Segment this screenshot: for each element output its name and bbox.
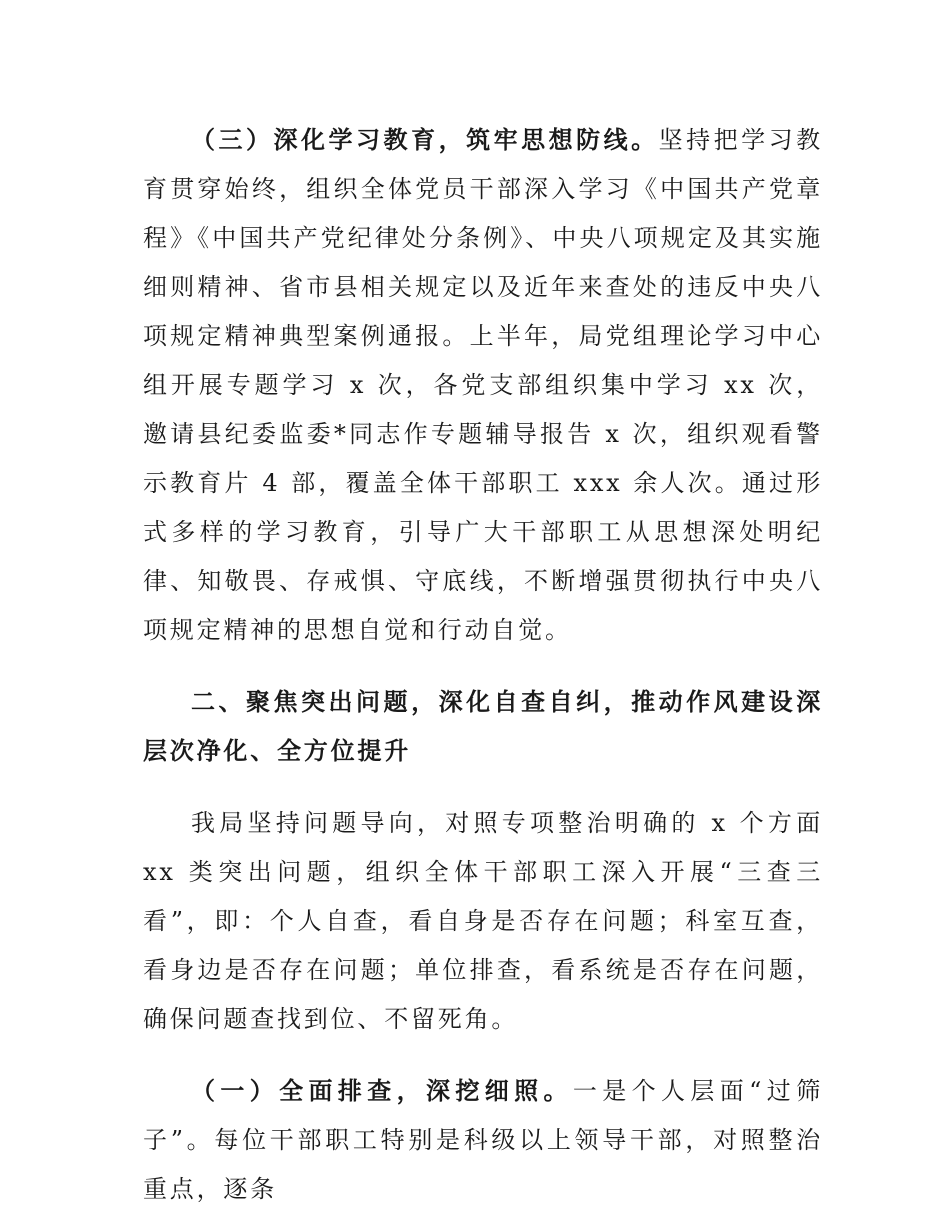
paragraph-section-1 — [143, 1067, 823, 1214]
section-3-body: 坚持把学习教育贯穿始终，组织全体党员干部深入学习《中国共产党章程》《中国共产党纪律处分条例》、中央八项规定及其实施细则精神、省市县相关规定以及近年来查处的违反中央八项规定精神典型案例通报。上半年，局党组理论学习中心组开展专题学习 x 次，各党支部组织集中学习 xx 次，邀请县纪委监委*同志作专题辅导报告 x 次，组织观看警示教育片 4 部，覆盖全体干部职工 xxx 余人次。通过形式多样的学习教育，引导广大干部职工从思想深处明纪律、知敬畏、存戒惧、守底线，不断增强贯彻执行中央八项规定精神的思想自觉和行动自觉。 — [143, 126, 823, 644]
intro-paragraph: 我局坚持问题导向，对照专项整治明确的 x 个方面 xx 类突出问题，组织全体干部职工深入开展“三查三看”，即：个人自查，看自身是否存在问题；科室互查，看身边是否存在问题；单位排查，看系统是否存在问题，确保问题查找到位、不留死角。 — [143, 809, 823, 1033]
paragraph-section-3 — [143, 116, 823, 655]
section-3-lead: （三）深化学习教育，筑牢思想防线。 — [191, 126, 659, 154]
heading-2: 二、聚焦突出问题，深化自查自纠，推动作风建设深层次净化、全方位提升 — [143, 688, 823, 765]
document-body — [143, 116, 823, 1214]
section-1-body: 一是个人层面“过筛子”。每位干部职工特别是科级以上领导干部，对照整治重点，逐条 — [143, 1077, 823, 1203]
section-1-lead: （一）全面排查，深挖细照。 — [191, 1077, 573, 1105]
